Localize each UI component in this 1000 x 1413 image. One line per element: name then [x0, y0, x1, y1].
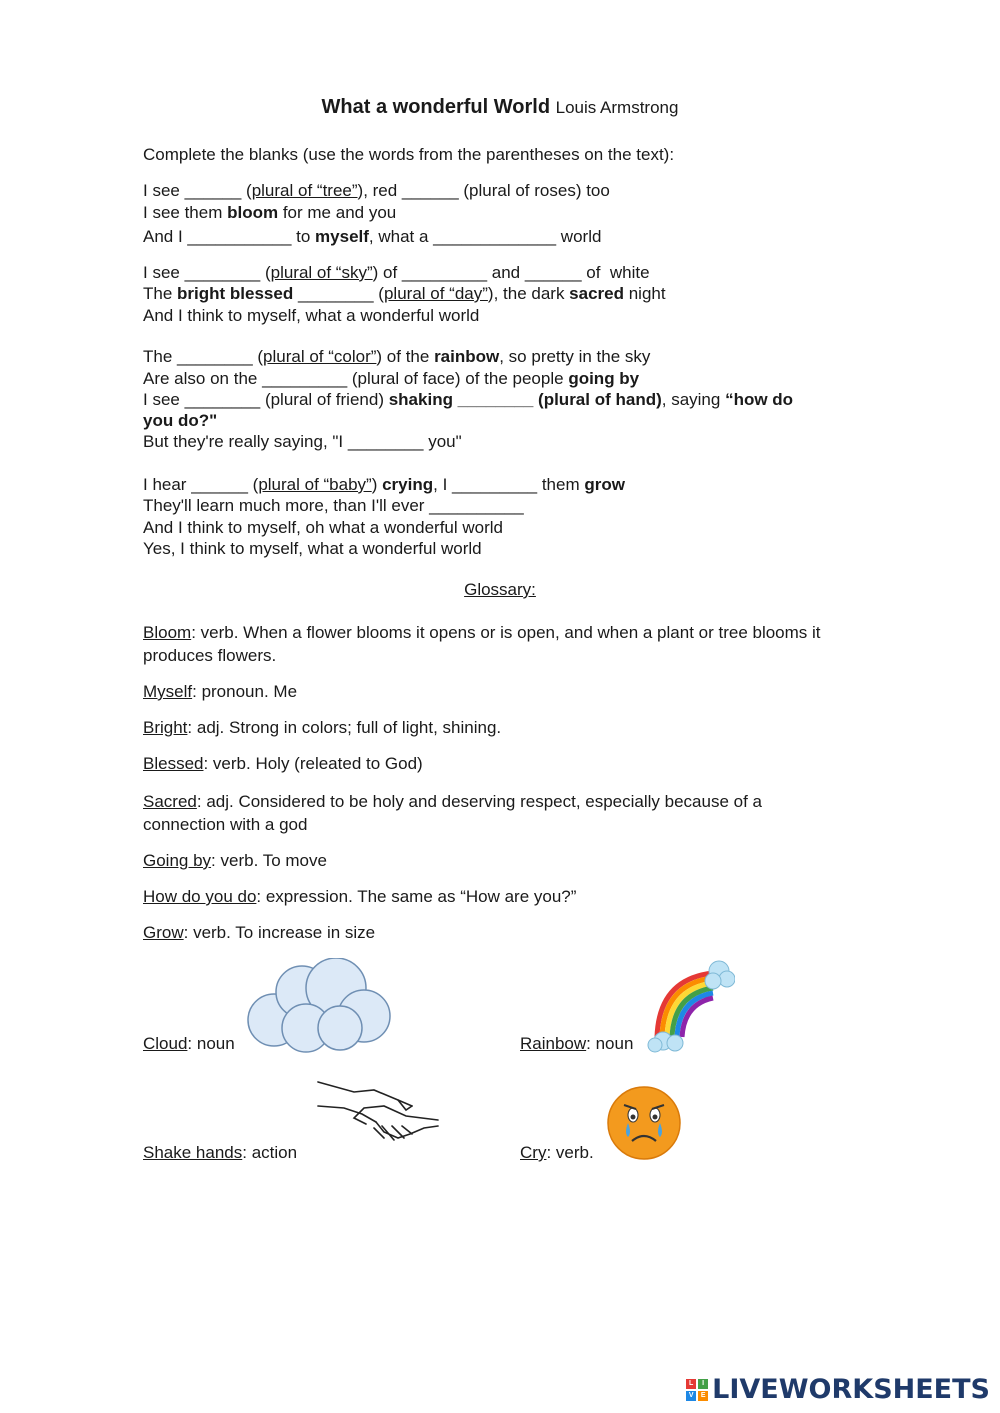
stanza1-line3: And I ___________ to myself, what a _____________ world — [143, 227, 602, 246]
song-author: Louis Armstrong — [555, 98, 679, 117]
logo-text: LIVEWORKSHEETS — [712, 1374, 990, 1405]
cry-picture — [606, 1085, 682, 1161]
shake-hands-picture — [314, 1076, 444, 1148]
glossary-entry-blessed: Blessed: verb. Holy (releated to God) — [143, 754, 423, 773]
cloud-picture — [244, 958, 392, 1054]
stanza3-line2: Are also on the _________ (plural of face) of the people going by — [143, 369, 640, 388]
glossary-entry-going-by: Going by: verb. To move — [143, 851, 327, 870]
glossary-entry-myself: Myself: pronoun. Me — [143, 682, 298, 701]
glossary-entry-sacred: Sacred: adj. Considered to be holy and deserving respect, especially because of a connection with a god — [143, 792, 763, 834]
stanza4-line2: They'll learn much more, than I'll ever __________ — [143, 496, 524, 515]
rainbow-picture — [645, 955, 735, 1053]
stanza4-line3: And I think to myself, oh what a wonderful world — [143, 518, 504, 537]
glossary-entry-grow: Grow: verb. To increase in size — [143, 923, 376, 942]
stanza3-line5: But they're really saying, "I ________ you" — [143, 432, 462, 451]
stanza2-line1: I see ________ (plural of “sky”) of _________ and ______ of white — [143, 263, 650, 282]
liveworksheets-logo — [686, 1374, 990, 1405]
handshake-icon — [318, 1082, 438, 1140]
glossary-entry-how-do-you-do: How do you do: expression. The same as “How are you?” — [143, 887, 577, 906]
stanza3-line1: The ________ (plural of “color”) of the rainbow, so pretty in the sky — [143, 347, 651, 366]
crying-face-icon — [608, 1087, 680, 1159]
stanza2-line3: And I think to myself, what a wonderful world — [143, 306, 480, 325]
glossary-entry-bloom: Bloom: verb. When a flower blooms it opens or is open, and when a plant or tree blooms it produces flowers. — [143, 623, 821, 665]
stanza4-line4: Yes, I think to myself, what a wonderful world — [143, 539, 482, 558]
rainbow-label: Rainbow: noun — [520, 1034, 634, 1053]
stanza2-line2: The bright blessed ________ (plural of “day”), the dark sacred night — [143, 284, 666, 303]
instructions: Complete the blanks (use the words from the parentheses on the text): — [143, 145, 675, 164]
cloud-label: Cloud: noun — [143, 1034, 235, 1053]
stanza3-line3: I see ________ (plural of friend) shaking ________ (plural of hand), saying “how do — [143, 390, 794, 409]
stanza1-line1: I see ______ (plural of “tree”), red ______ (plural of roses) too — [143, 181, 610, 200]
glossary-heading: Glossary: — [464, 580, 536, 599]
page-title — [0, 96, 1000, 119]
cry-label: Cry: verb. — [520, 1143, 594, 1162]
logo-squares-icon: L I V E — [686, 1379, 708, 1401]
rainbow-icon — [657, 973, 713, 1037]
shake-hands-label: Shake hands: action — [143, 1143, 298, 1162]
glossary-entry-bright: Bright: adj. Strong in colors; full of light, shining. — [143, 718, 502, 737]
cloud-icon — [248, 958, 390, 1052]
stanza3-line4: you do?" — [143, 411, 218, 430]
stanza1-line2: I see them bloom for me and you — [143, 203, 397, 222]
song-title: What a wonderful World — [321, 96, 551, 118]
stanza4-line1: I hear ______ (plural of “baby”) crying, I _________ them grow — [143, 475, 625, 494]
